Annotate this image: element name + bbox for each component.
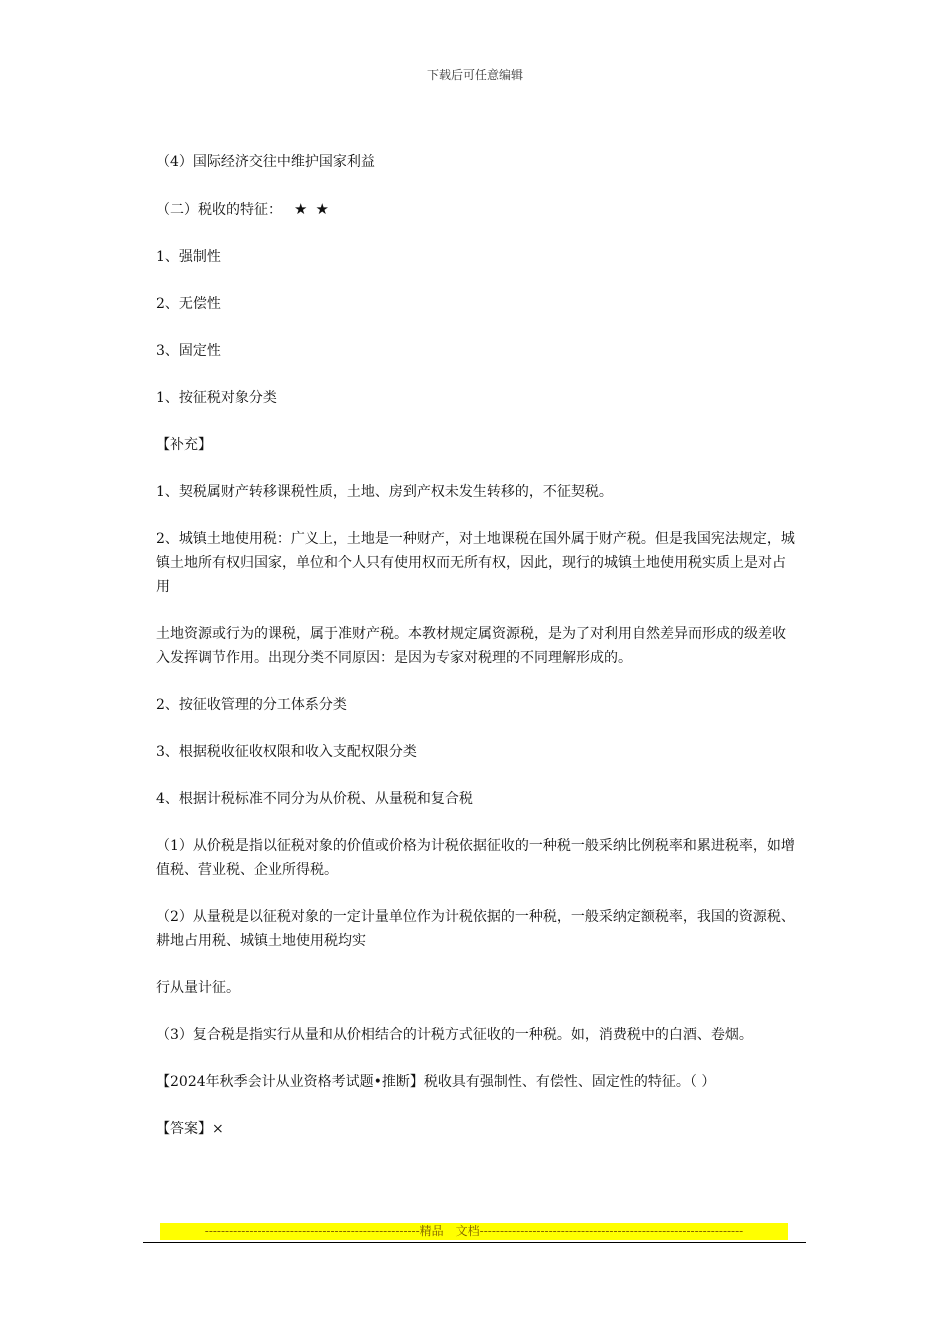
- paragraph: （3）复合税是指实行从量和从价相结合的计税方式征收的一种税。如，消费税中的白酒、卷烟。: [156, 1027, 753, 1043]
- exam-question: 【2024年秋季会计从业资格考试题•推断】税收具有强制性、有偿性、固定性的特征。（ ）: [156, 1074, 716, 1090]
- paragraph: （1）从价税是指以征税对象的价值或价格为计税依据征收的一种税一般采纳比例税率和累进税率，如增值税、营业税、企业所得税。: [156, 838, 795, 878]
- footer-banner: -----------------------------------------------------精品 文档-----------------------------------------------------------------: [160, 1223, 788, 1240]
- footer-divider: [143, 1242, 806, 1243]
- section-heading: [156, 197, 796, 222]
- paragraph: 2、城镇土地使用税：广义上，土地是一种财产，对土地课税在国外属于财产税。但是我国宪法规定，城镇土地所有权归国家，单位和个人只有使用权而无所有权，因此，现行的城镇土地使用税实质上是对占用: [156, 531, 795, 595]
- list-item: 3、根据税收征收权限和收入支配权限分类: [156, 744, 417, 760]
- list-item: 3、固定性: [156, 343, 221, 359]
- list-item: 1、按征税对象分类: [156, 390, 277, 406]
- heading-text: （二）税收的特征：: [156, 202, 282, 218]
- document-body: [156, 150, 796, 1164]
- list-item: 2、按征收管理的分工体系分类: [156, 697, 347, 713]
- paragraph: （2）从量税是以征税对象的一定计量单位作为计税依据的一种税，一般采纳定额税率，我国的资源税、耕地占用税、城镇土地使用税均实: [156, 909, 795, 949]
- supplement-heading: 【补充】: [156, 437, 212, 453]
- list-item: 2、无偿性: [156, 296, 221, 312]
- paragraph: 土地资源或行为的课税，属于准财产税。本教材规定属资源税，是为了对利用自然差异而形成的级差收入发挥调节作用。出现分类不同原因：是因为专家对税理的不同理解形成的。: [156, 626, 786, 666]
- paragraph: 行从量计征。: [156, 980, 240, 996]
- list-item: 4、根据计税标准不同分为从价税、从量税和复合税: [156, 791, 473, 807]
- paragraph: （4）国际经济交往中维护国家利益: [156, 154, 375, 170]
- answer: 【答案】×: [156, 1121, 224, 1137]
- star-rating: ★★: [294, 200, 337, 218]
- paragraph: 1、契税属财产转移课税性质，土地、房到产权未发生转移的，不征契税。: [156, 484, 613, 500]
- page-header: 下载后可任意编辑: [426, 68, 523, 82]
- list-item: 1、强制性: [156, 249, 221, 265]
